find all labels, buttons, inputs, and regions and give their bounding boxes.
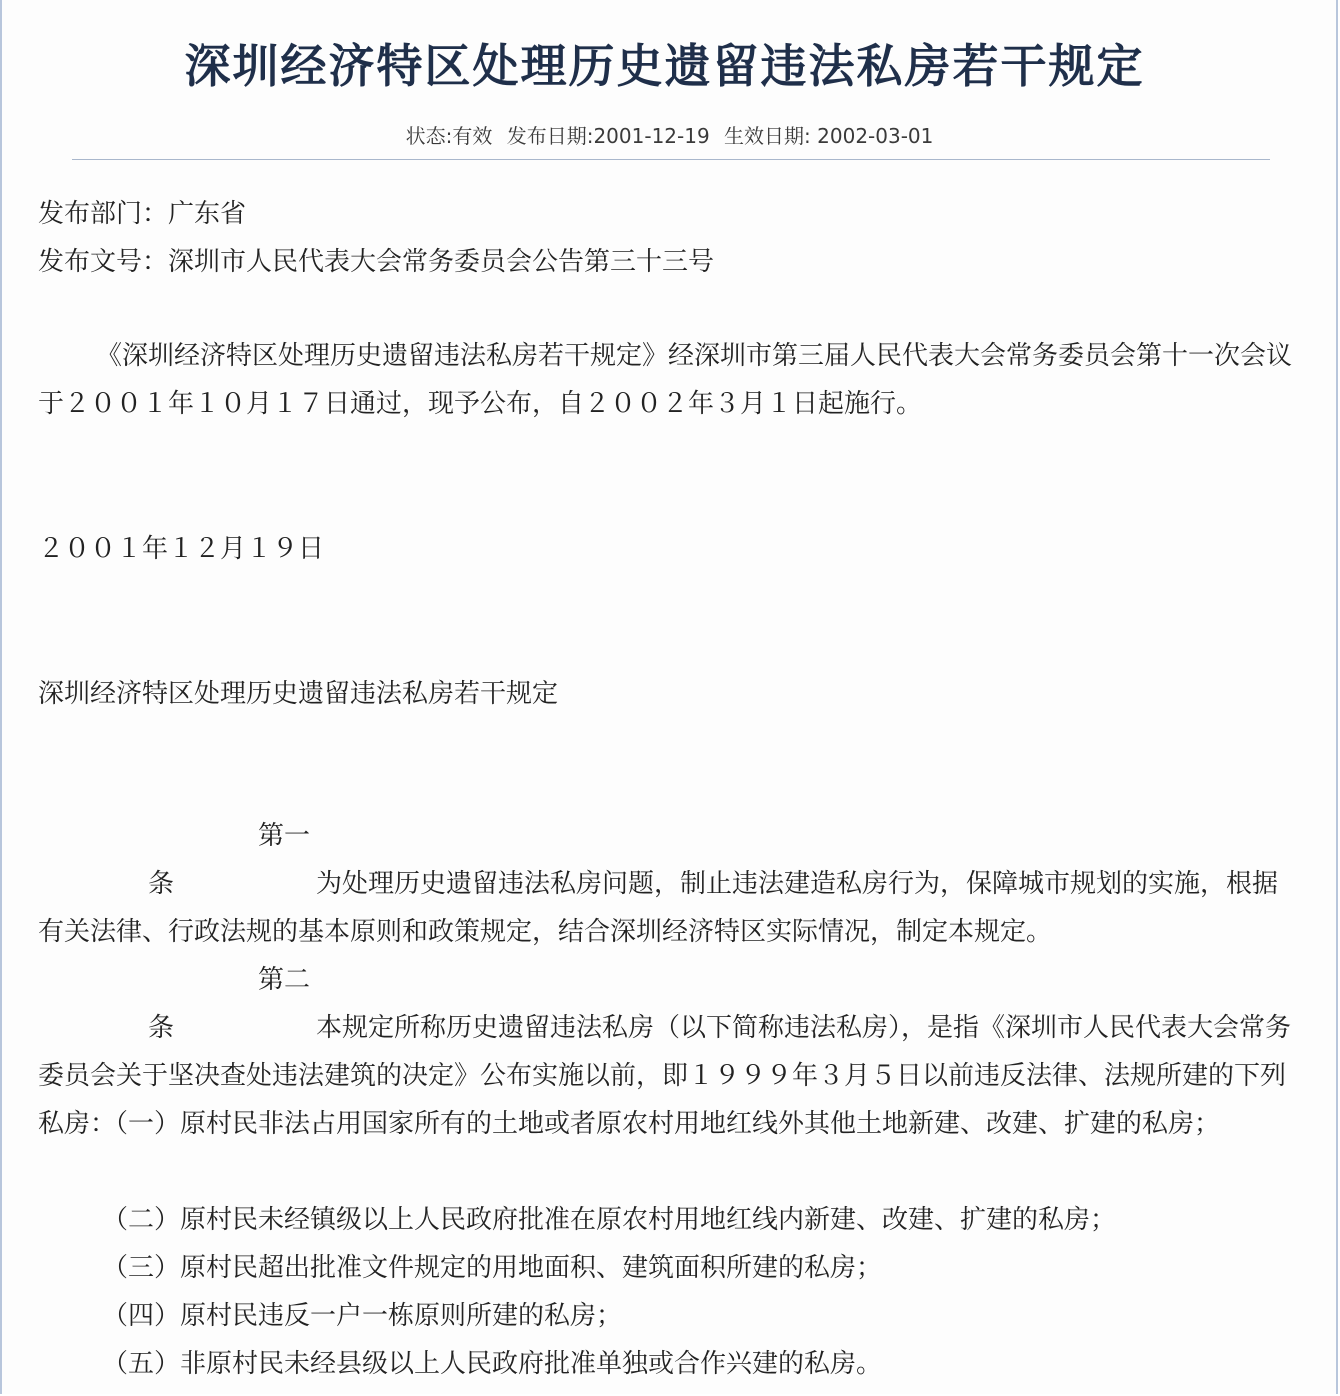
issuer-line: 发布部门：广东省 — [38, 199, 247, 229]
section-subtitle: 深圳经济特区处理历史遗留违法私房若干规定 — [38, 679, 559, 709]
article-text: 本规定所称历史遗留违法私房（以下简称违法私房），是指《深圳市人民代表大会常务委员会关于坚决查处违法建筑的决定》公布实施以前，即１９９９年３月５日以前违反法律、法规所建的下列私房： — [38, 1013, 1292, 1139]
status-label: 状态:有效 — [405, 124, 493, 148]
article-text: 为处理历史遗留违法私房问题，制止违法建造私房行为，保障城市规划的实施，根据有关法律、行政法规的基本原则和政策规定，结合深圳经济特区实际情况，制定本规定。 — [38, 869, 1279, 947]
article-1 — [38, 812, 1300, 956]
list-item: （二）原村民未经镇级以上人民政府批准在原农村用地红线内新建、改建、扩建的私房； — [102, 1205, 1117, 1235]
header-divider — [72, 159, 1270, 160]
doc-number-line: 发布文号：深圳市人民代表大会常务委员会公告第三十三号 — [38, 247, 715, 277]
list-item: （一）原村民非法占用国家所有的土地或者原农村用地红线外其他土地新建、改建、扩建的私房； — [102, 1109, 1221, 1139]
announcement-paragraph: 《深圳经济特区处理历史遗留违法私房若干规定》经深圳市第三届人民代表大会常务委员会第十一次会议于２００１年１０月１７日通过，现予公布，自２００２年３月１日起施行。 — [38, 341, 1293, 419]
article-number: 第一条 — [148, 821, 311, 899]
date-line: ２００１年１２月１９日 — [38, 534, 325, 564]
list-item: （三）原村民超出批准文件规定的用地面积、建筑面积所建的私房； — [102, 1253, 883, 1283]
list-item: （五）非原村民未经县级以上人民政府批准单独或合作兴建的私房。 — [102, 1349, 883, 1379]
effective-date: 生效日期: 2002-03-01 — [724, 124, 934, 148]
page-title: 深圳经济特区处理历史遗留违法私房若干规定 — [184, 39, 1145, 93]
list-item: （四）原村民违反一户一栋原则所建的私房； — [102, 1301, 623, 1331]
publish-date: 发布日期:2001-12-19 — [506, 124, 710, 148]
document-meta — [2, 120, 1337, 149]
article-number: 第二条 — [148, 965, 311, 1043]
